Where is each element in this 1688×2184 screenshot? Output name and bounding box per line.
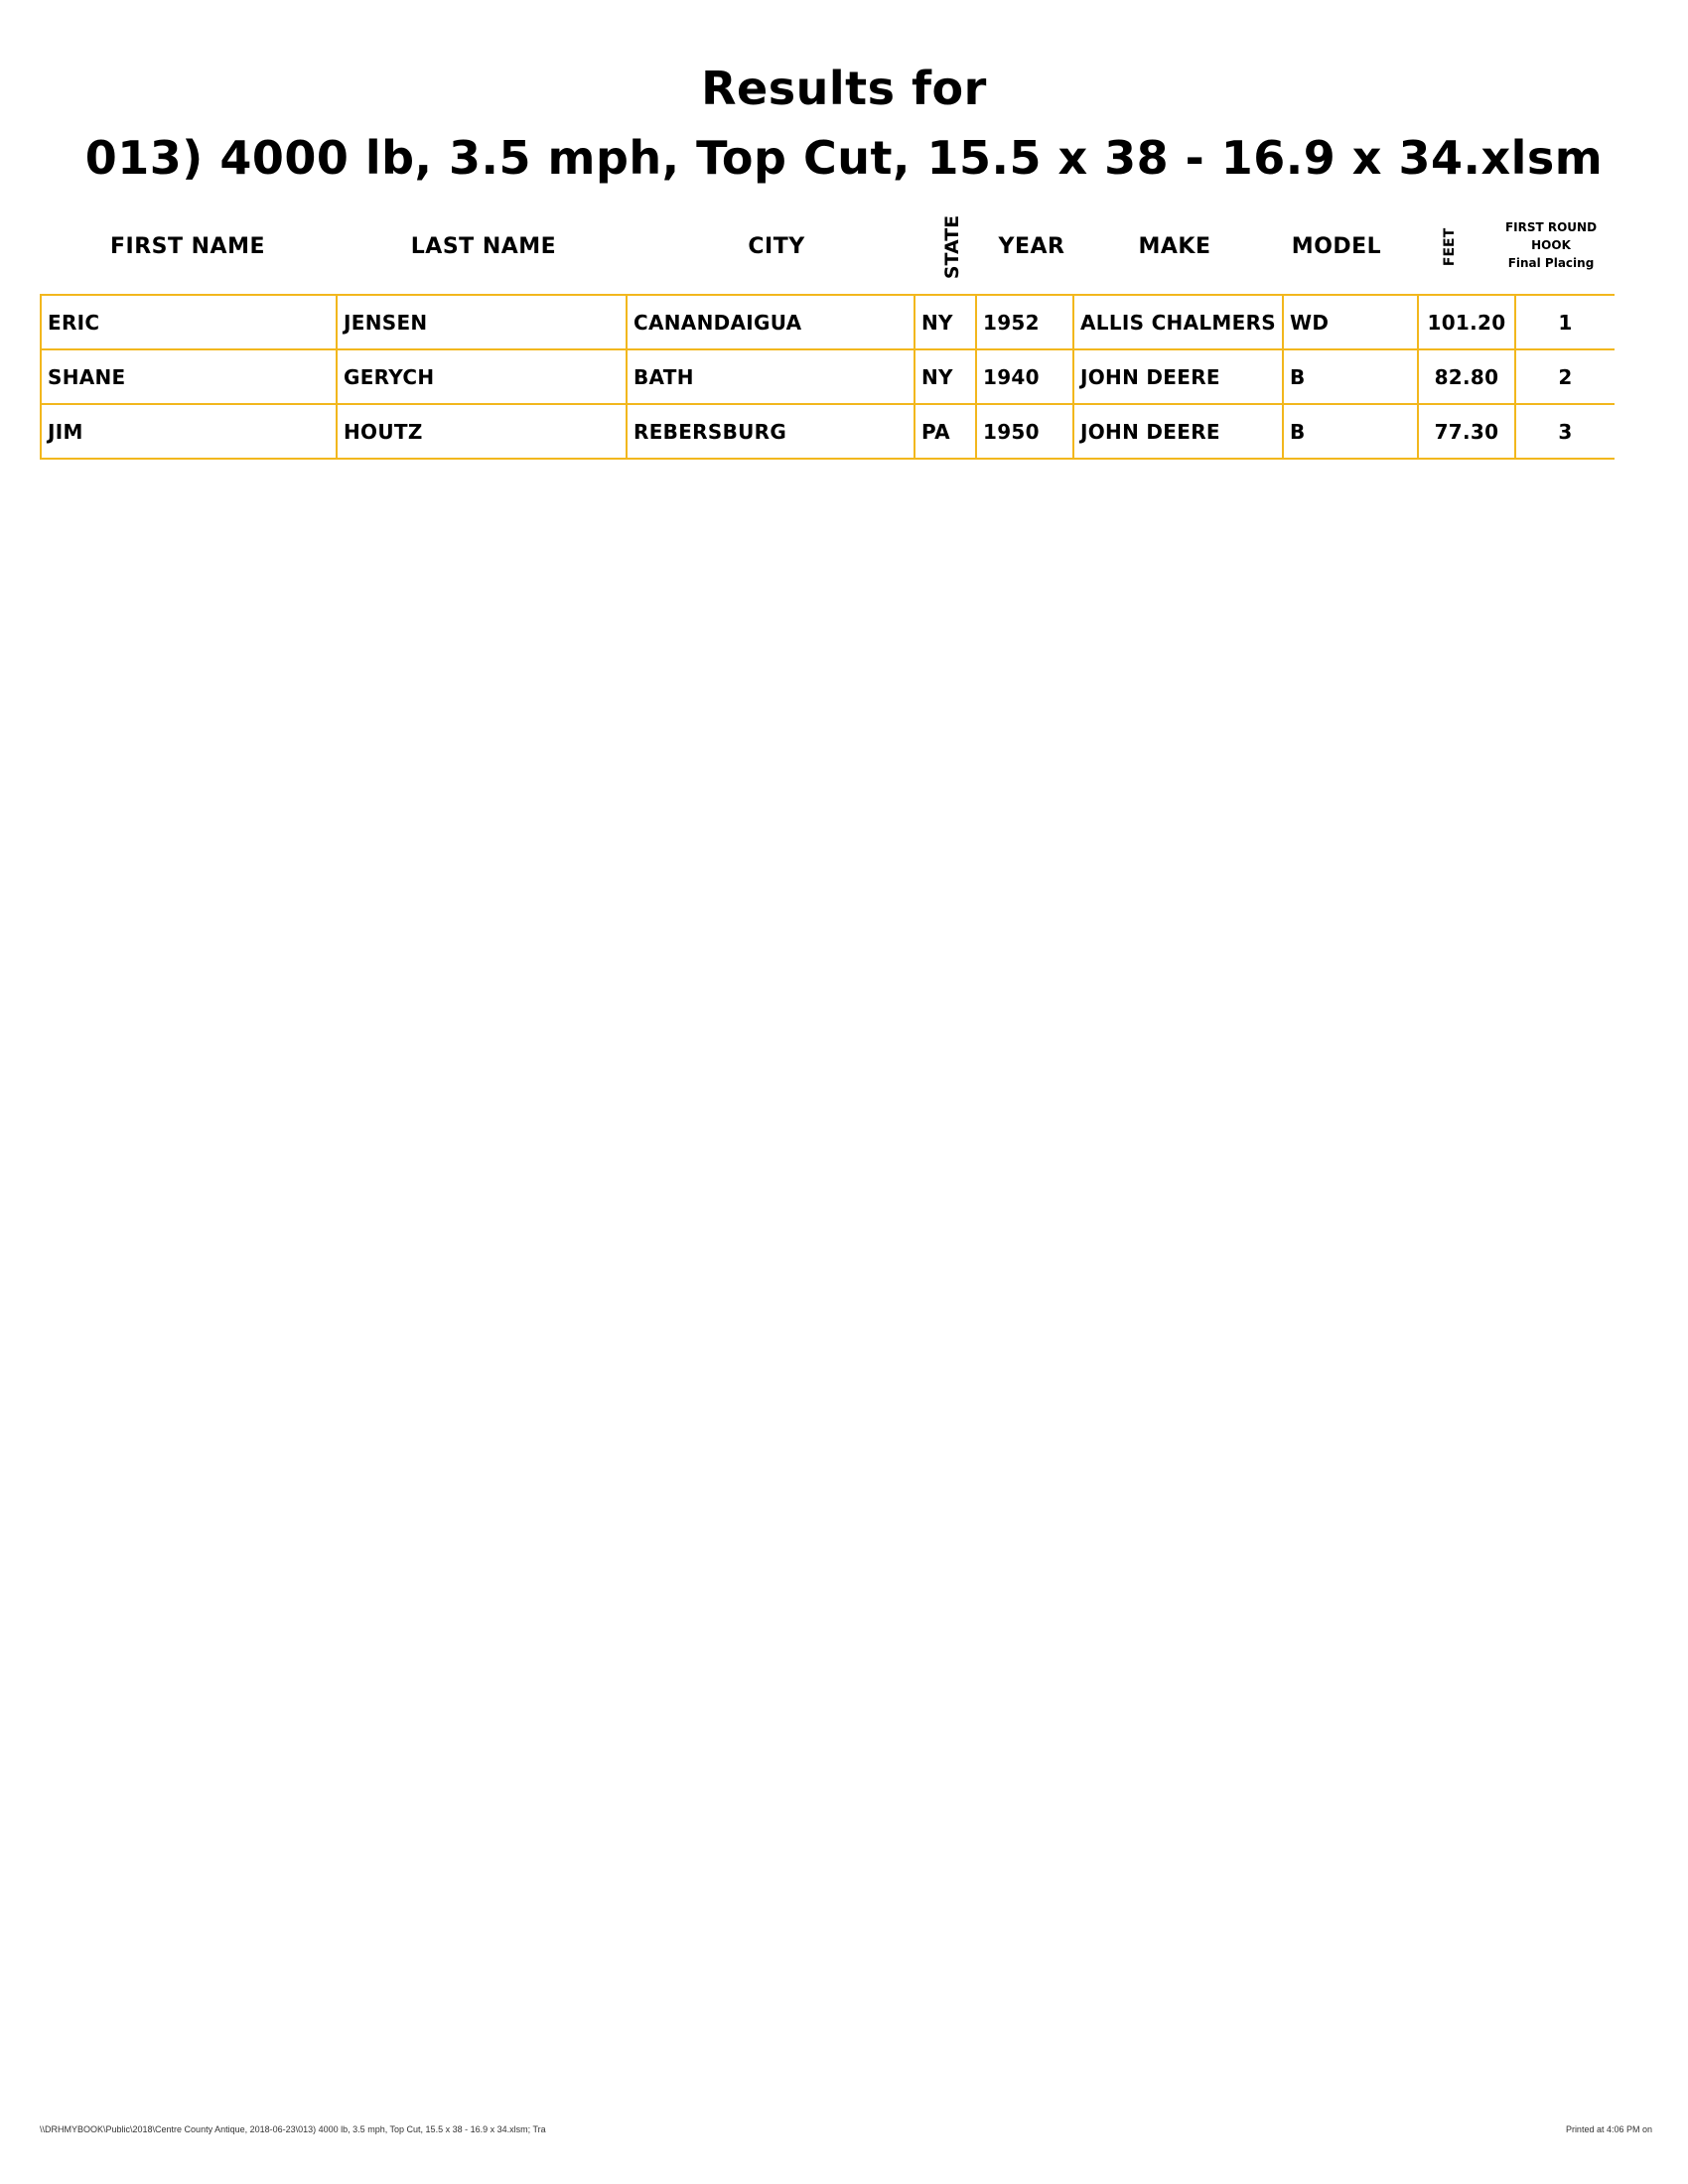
header-placing-line3: Final Placing [1507, 256, 1595, 270]
header-placing-line1: FIRST ROUND [1504, 220, 1598, 234]
cell-feet: 101.20 [1418, 295, 1515, 349]
cell-year: 1950 [976, 404, 1073, 459]
results-title: Results for [701, 62, 987, 115]
table-row [41, 295, 1615, 349]
header-city: CITY [748, 234, 805, 259]
cell-state: PA [914, 404, 976, 459]
header-state: STATE [941, 214, 963, 280]
cell-feet: 77.30 [1418, 404, 1515, 459]
footer-file-path: \\DRHMYBOOK\Public\2018\Centre County Antique, 2018-06-23\013) 4000 lb, 3.5 mph, Top Cut, 15.5 x 38 - 16.9 x 34.xlsm; Tra [40, 2124, 546, 2134]
footer-printed-at: Printed at 4:06 PM on [1565, 2124, 1652, 2134]
cell-placing: 2 [1515, 349, 1615, 404]
cell-model: WD [1283, 295, 1418, 349]
cell-state: NY [914, 349, 976, 404]
header-placing [1501, 218, 1601, 272]
cell-last-name: GERYCH [337, 349, 627, 404]
header-last-name: LAST NAME [410, 234, 557, 259]
cell-placing: 1 [1515, 295, 1615, 349]
cell-last-name: JENSEN [337, 295, 627, 349]
class-title: 013) 4000 lb, 3.5 mph, Top Cut, 15.5 x 38 - 16.9 x 34.xlsm [84, 131, 1604, 185]
cell-placing: 3 [1515, 404, 1615, 459]
cell-make: JOHN DEERE [1073, 404, 1283, 459]
cell-year: 1940 [976, 349, 1073, 404]
cell-first-name: JIM [41, 404, 337, 459]
cell-model: B [1283, 404, 1418, 459]
cell-city: BATH [627, 349, 914, 404]
header-make: MAKE [1138, 234, 1211, 259]
cell-city: CANANDAIGUA [627, 295, 914, 349]
cell-make: JOHN DEERE [1073, 349, 1283, 404]
table-row [41, 404, 1615, 459]
cell-last-name: HOUTZ [337, 404, 627, 459]
cell-model: B [1283, 349, 1418, 404]
cell-feet: 82.80 [1418, 349, 1515, 404]
cell-first-name: ERIC [41, 295, 337, 349]
header-year: YEAR [998, 234, 1065, 259]
cell-city: REBERSBURG [627, 404, 914, 459]
table-row [41, 349, 1615, 404]
header-first-name: FIRST NAME [109, 234, 266, 259]
results-table [40, 294, 1615, 460]
header-model: MODEL [1291, 234, 1382, 259]
cell-year: 1952 [976, 295, 1073, 349]
cell-make: ALLIS CHALMERS [1073, 295, 1283, 349]
header-feet: FEET [1442, 227, 1458, 267]
cell-state: NY [914, 295, 976, 349]
header-placing-line2: HOOK [1531, 238, 1571, 252]
cell-first-name: SHANE [41, 349, 337, 404]
